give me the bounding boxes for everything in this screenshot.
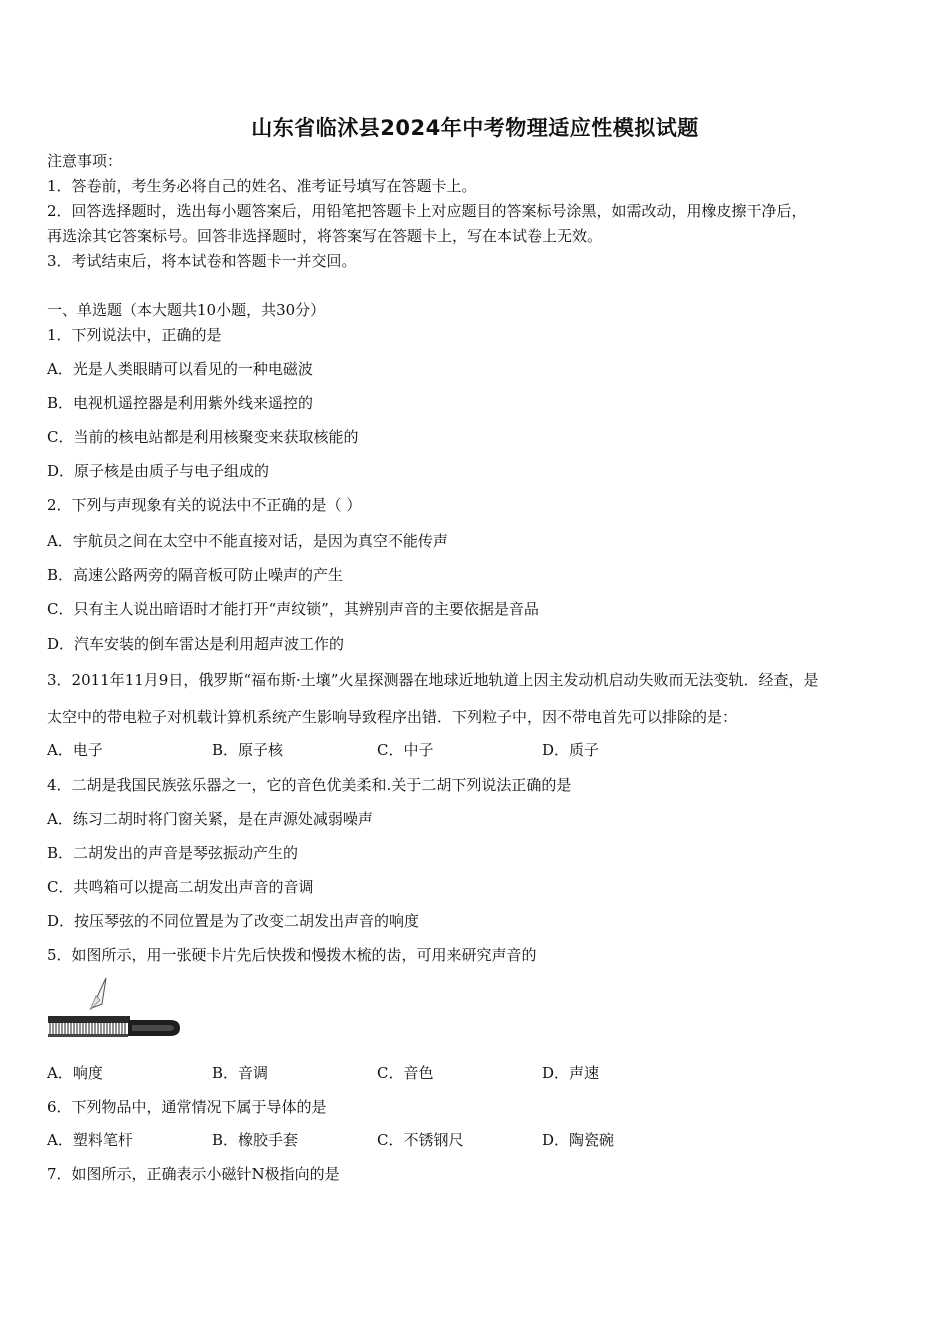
q4-option-d: D．按压琴弦的不同位置是为了改变二胡发出声音的响度 [47, 912, 420, 930]
q1-option-c: C．当前的核电站都是利用核聚变来获取核能的 [47, 428, 359, 446]
q6-option-c: C．不锈钢尺 [377, 1131, 464, 1149]
q3-option-a: A．电子 [47, 741, 103, 759]
q5-option-a: A．响度 [47, 1064, 103, 1082]
comb-handle-highlight [132, 1025, 174, 1031]
q1-option-a: A．光是人类眼睛可以看见的一种电磁波 [47, 360, 313, 378]
q6-stem: 6．下列物品中，通常情况下属于导体的是 [47, 1098, 327, 1116]
q1-option-d: D．原子核是由质子与电子组成的 [47, 462, 270, 480]
q7-stem: 7．如图所示，正确表示小磁针N极指向的是 [47, 1165, 340, 1183]
notice-item-2: 2．回答选择题时，选出每小题答案后，用铅笔把答题卡上对应题目的答案标号涂黑，如需改动，用橡皮擦干净后， [47, 202, 807, 220]
section-heading: 一、单选题（本大题共10小题，共30分） [47, 301, 326, 319]
q5-option-c: C．音色 [377, 1064, 434, 1082]
exam-title: 山东省临沭县2024年中考物理适应性模拟试题 [251, 116, 699, 140]
q2-option-b: B．高速公路两旁的隔音板可防止噪声的产生 [47, 566, 344, 584]
q5-option-d: D．声速 [542, 1064, 600, 1082]
q5-option-b: B．音调 [212, 1064, 269, 1082]
q2-stem: 2．下列与声现象有关的说法中不正确的是（ ） [47, 496, 362, 514]
notice-item-2-cont: 再选涂其它答案标号。回答非选择题时，将答案写在答题卡上，写在本试卷上无效。 [47, 227, 603, 245]
q6-option-a: A．塑料笔杆 [47, 1131, 133, 1149]
q4-option-b: B．二胡发出的声音是琴弦振动产生的 [47, 844, 299, 862]
q6-option-b: B．橡胶手套 [212, 1131, 299, 1149]
q4-option-a: A．练习二胡时将门窗关紧，是在声源处减弱噪声 [47, 810, 373, 828]
q2-option-d: D．汽车安装的倒车雷达是利用超声波工作的 [47, 635, 345, 653]
notice-heading: 注意事项： [47, 152, 123, 170]
comb-teeth-base [48, 1034, 128, 1037]
q2-option-a: A．宇航员之间在太空中不能直接对话，是因为真空不能传声 [47, 532, 448, 550]
comb-card-illustration [46, 976, 182, 1046]
q3-option-c: C．中子 [377, 741, 434, 759]
q4-option-c: C．共鸣箱可以提高二胡发出声音的音调 [47, 878, 314, 896]
q3-option-b: B．原子核 [212, 741, 284, 759]
q5-stem: 5．如图所示，用一张硬卡片先后快拨和慢拨木梳的齿，可用来研究声音的 [47, 946, 537, 964]
q6-option-d: D．陶瓷碗 [542, 1131, 615, 1149]
q3-stem-line2: 太空中的带电粒子对机载计算机系统产生影响导致程序出错．下列粒子中，因不带电首先可以排除的是： [47, 708, 738, 726]
q2-option-c: C．只有主人说出暗语时才能打开“声纹锁”，其辨别声音的主要依据是音品 [47, 600, 539, 618]
comb-spine [48, 1016, 130, 1023]
q4-stem: 4．二胡是我国民族弦乐器之一，它的音色优美柔和.关于二胡下列说法正确的是 [47, 776, 572, 794]
q1-option-b: B．电视机遥控器是利用紫外线来遥控的 [47, 394, 314, 412]
q3-option-d: D．质子 [542, 741, 600, 759]
notice-item-1: 1．答卷前，考生务必将自己的姓名、准考证号填写在答题卡上。 [47, 177, 477, 195]
q1-stem: 1．下列说法中，正确的是 [47, 326, 222, 344]
q3-stem-line1: 3．2011年11月9日，俄罗斯“福布斯·土壤”火星探测器在地球近地轨道上因主发动机启动失败而无法变轨．经查，是 [47, 671, 819, 689]
notice-item-3: 3．考试结束后，将本试卷和答题卡一并交回。 [47, 252, 357, 270]
